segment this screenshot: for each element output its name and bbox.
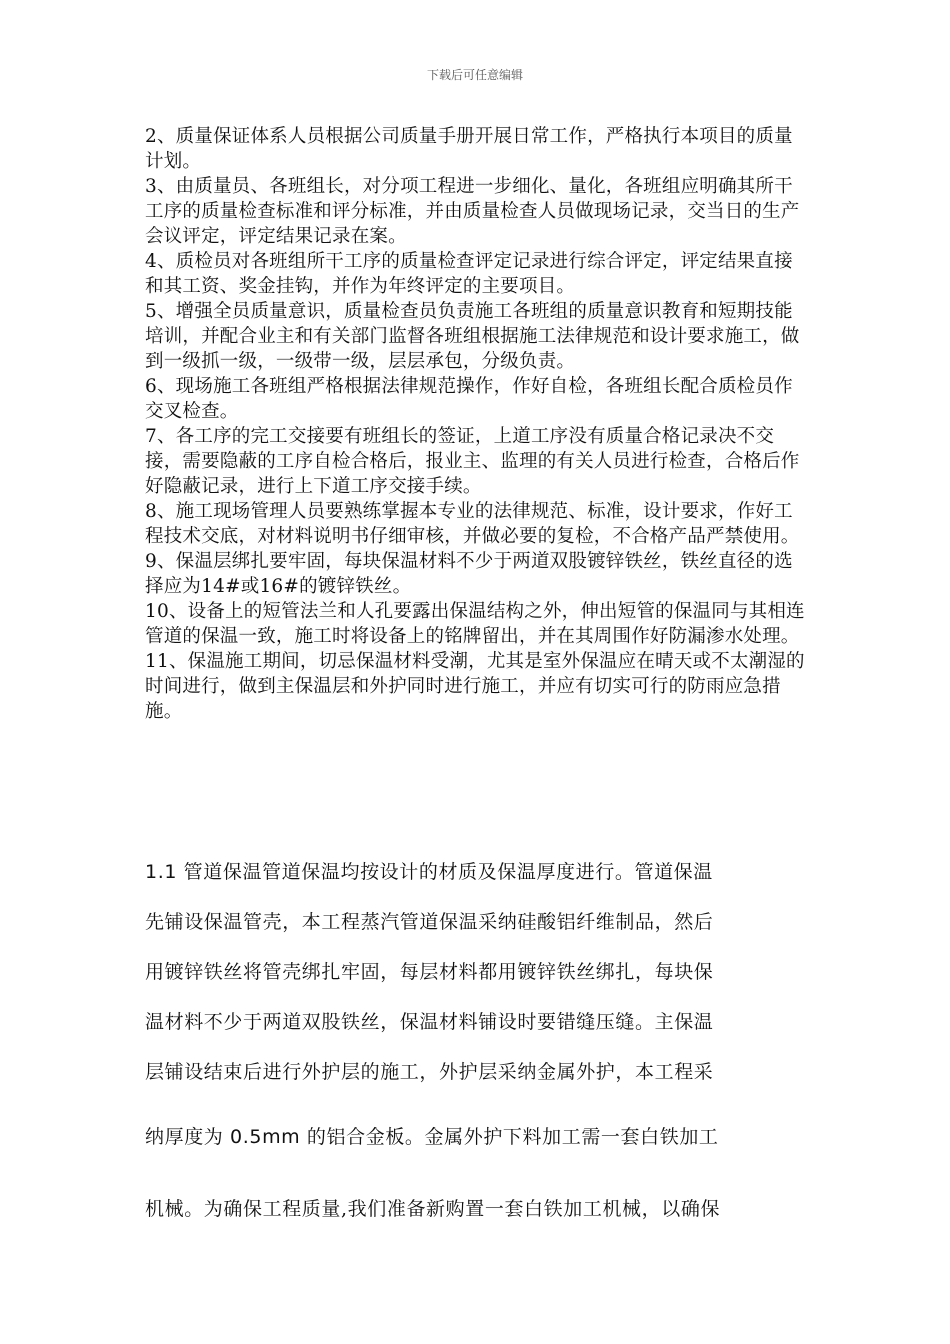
section-line: 温材料不少于两道双股铁丝，保温材料铺设时要错缝压缝。主保温 [145, 1011, 714, 1033]
list-item: 9、保温层绑扎要牢固，每块保温材料不少于两道双股镀锌铁丝，铁丝直径的选择应为14#或16#的镀锌铁丝。 [145, 551, 793, 597]
section-line: 机械。为确保工程质量,我们准备新购置一套白铁加工机械，以确保 [145, 1198, 721, 1220]
page-header: 下载后可任意编辑 [426, 68, 523, 82]
list-item: 5、增强全员质量意识，质量检查员负责施工各班组的质量意识教育和短期技能培训，并配合业主和有关部门监督各班组根据施工法律规范和设计要求施工，做到一级抓一级，一级带一级，层层承包，分级负责。 [145, 301, 800, 372]
section-text: 纳厚度为 [145, 1126, 224, 1148]
list-item: 6、现场施工各班组严格根据法律规范操作，作好自检，各班组长配合质检员作交叉检查。 [145, 376, 793, 422]
list-item: 10、设备上的短管法兰和人孔要露出保温结构之外，伸出短管的保温同与其相连管道的保温一致，施工时将设备上的铭牌留出，并在其周围作好防漏渗水处理。 [145, 601, 805, 647]
section-line [145, 1122, 810, 1149]
list-item: 3、由质量员、各班组长，对分项工程进一步细化、量化，各班组应明确其所干工序的质量检查标准和评分标准，并由质量检查人员做现场记录，交当日的生产会议评定，评定结果记录在案。 [145, 176, 800, 247]
requirements-list [145, 124, 810, 724]
section-text: 的铝合金板。金属外护下料加工需一套白铁加工 [306, 1126, 719, 1148]
section-number: 1.1 [145, 861, 178, 883]
list-item: 7、各工序的完工交接要有班组长的签证，上道工序没有质量合格记录决不交接，需要隐蔽的工序自检合格后，报业主、监理的有关人员进行检查，合格后作好隐蔽记录，进行上下道工序交接手续。 [145, 426, 800, 497]
list-item: 2、质量保证体系人员根据公司质量手册开展日常工作，严格执行本项目的质量计划。 [145, 126, 793, 172]
section-text: 管道保温管道保温均按设计的材质及保温厚度进行。管道保温 [183, 861, 713, 883]
section-line: 用镀锌铁丝将管壳绑扎牢固，每层材料都用镀锌铁丝绑扎，每块保 [145, 961, 714, 983]
section-line: 先铺设保温管壳，本工程蒸汽管道保温采纳硅酸铝纤维制品，然后 [145, 911, 714, 933]
list-item: 4、质检员对各班组所干工序的质量检查评定记录进行综合评定，评定结果直接和其工资、奖金挂钩，并作为年终评定的主要项目。 [145, 251, 793, 297]
list-item: 8、施工现场管理人员要熟练掌握本专业的法律规范、标准，设计要求，作好工程技术交底，对材料说明书仔细审核，并做必要的复检，不合格产品严禁使用。 [145, 501, 800, 547]
section-line: 层铺设结束后进行外护层的施工，外护层采纳金属外护，本工程采 [145, 1061, 714, 1083]
thickness-value: 0.5mm [230, 1126, 301, 1148]
list-item: 11、保温施工期间，切忌保温材料受潮，尤其是室外保温应在晴天或不太潮湿的时间进行，做到主保温层和外护同时进行施工，并应有切实可行的防雨应急措施。 [145, 651, 805, 722]
section-line [145, 857, 810, 884]
